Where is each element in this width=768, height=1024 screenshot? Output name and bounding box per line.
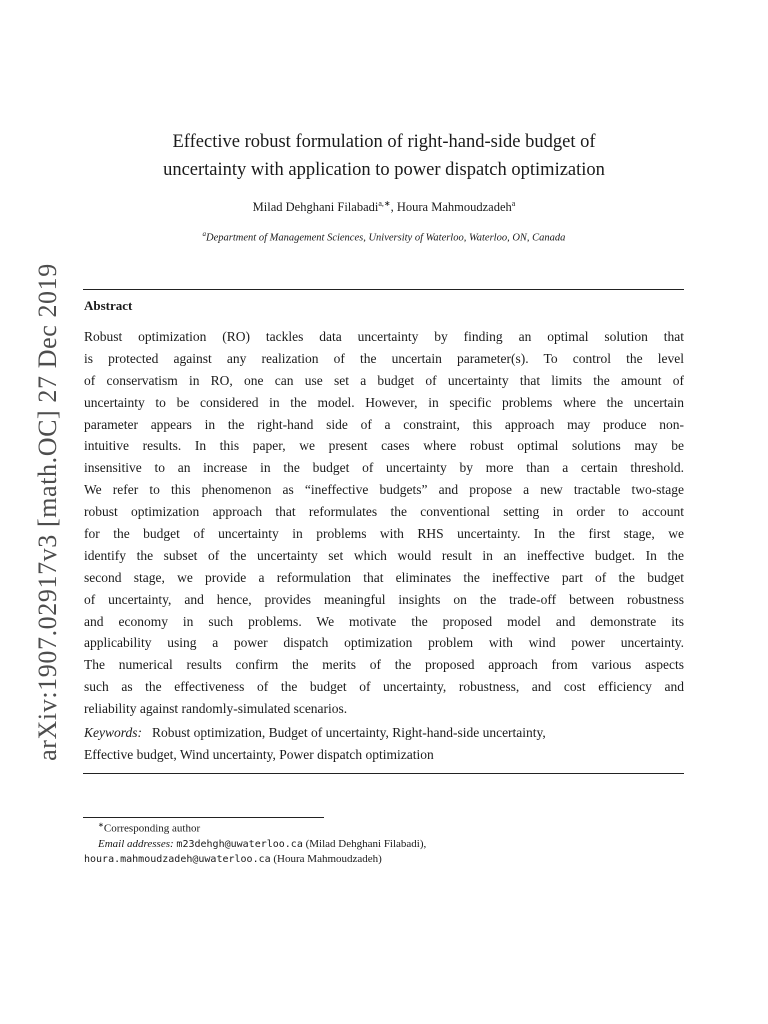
footnote-corresponding [84, 818, 684, 837]
abstract-line: intuitive results. In this paper, we present cases where robust optimal solutions may be [84, 438, 684, 454]
abstract-line: Robust optimization (RO) tackles data uncertainty by finding an optimal solution that [84, 329, 684, 344]
email-owner: (Houra Mahmoudzadeh) [273, 852, 382, 865]
affiliation-superscript: a [202, 230, 207, 238]
email-link[interactable]: m23dehgh@uwaterloo.ca [176, 838, 303, 850]
affiliation [84, 230, 684, 244]
keywords-line: Effective budget, Wind uncertainty, Power dispatch optimization [84, 747, 434, 762]
abstract-line: is protected against any realization of the uncertain parameter(s). To control the level [84, 350, 684, 366]
footnote [84, 818, 684, 867]
affiliation-text: Department of Management Sciences, University of Waterloo, Waterloo, ON, Canada [206, 232, 566, 244]
abstract-line: We refer to this phenomenon as “ineffective budgets” and propose a new tractable two-stage [84, 482, 684, 498]
email-owner: (Milad Dehghani Filabadi), [305, 837, 427, 850]
abstract-line: for the budget of uncertainty in problems with RHS uncertainty. In the first stage, we [84, 526, 684, 542]
abstract-line: robust optimization approach that reformulates the conventional setting in order to account [84, 504, 684, 520]
footnote-email-line [84, 852, 684, 867]
title-line: Effective robust formulation of right-hand-side budget of [172, 132, 596, 152]
paper-title [84, 128, 684, 184]
email-link[interactable]: houra.mahmoudzadeh@uwaterloo.ca [84, 853, 271, 865]
abstract-line: uncertainty to be considered in the model. However, in specific problems where the uncertain [84, 394, 684, 410]
abstract-line: The numerical results confirm the merits of the proposed approach from various aspects [84, 657, 684, 673]
author-superscript: a,∗ [378, 199, 391, 208]
author-separator: , [390, 200, 397, 215]
author-name: Milad Dehghani Filabadi [252, 200, 379, 215]
keywords-text: Robust optimization, Budget of uncertainty, Right-hand-side uncertainty, [152, 725, 546, 740]
abstract-line: applicability using a power dispatch optimization problem with wind power uncertainty. [84, 635, 684, 651]
footnote-corresponding-text: Corresponding author [103, 822, 201, 835]
abstract-line: identify the subset of the uncertainty set which would result in an ineffective budget. In the [84, 547, 684, 563]
abstract-line: of uncertainty, and hence, provides meaningful insights on the trade-off between robustness [84, 591, 684, 607]
author-superscript: a [511, 199, 516, 208]
abstract-body [84, 326, 684, 720]
keywords-block [84, 722, 684, 766]
author-list [84, 199, 684, 215]
abstract-line: of conservatism in RO, one can use set a budget of uncertainty that limits the amount of [84, 372, 684, 388]
abstract-line: such as the effectiveness of the budget of uncertainty, robustness, and cost efficiency and [84, 679, 684, 695]
abstract-line: insensitive to an increase in the budget of uncertainty by more than a certain threshold. [84, 460, 684, 476]
arxiv-identifier: arXiv:1907.02917v3 [math.OC] 27 Dec 2019 [33, 263, 62, 761]
title-line: uncertainty with application to power dispatch optimization [163, 160, 605, 180]
footnote-marker: ∗ [98, 821, 104, 829]
footnote-email-line [84, 837, 684, 852]
abstract-heading: Abstract [84, 298, 133, 313]
abstract-line: reliability against randomly-simulated scenarios. [84, 701, 348, 717]
email-label: Email addresses: [98, 837, 174, 850]
author-name: Houra Mahmoudzadeh [396, 200, 512, 215]
abstract-top-rule [83, 289, 684, 290]
abstract-bottom-rule [83, 773, 684, 774]
keywords-line [84, 722, 684, 744]
abstract-line: parameter appears in the right-hand side of a constraint, this approach may produce non- [84, 416, 684, 432]
abstract-line: and economy in such problems. We motivate the proposed model and demonstrate its [84, 613, 684, 629]
keywords-label: Keywords: [84, 725, 142, 740]
abstract-line: second stage, we provide a reformulation that eliminates the ineffective part of the budget [84, 569, 684, 585]
